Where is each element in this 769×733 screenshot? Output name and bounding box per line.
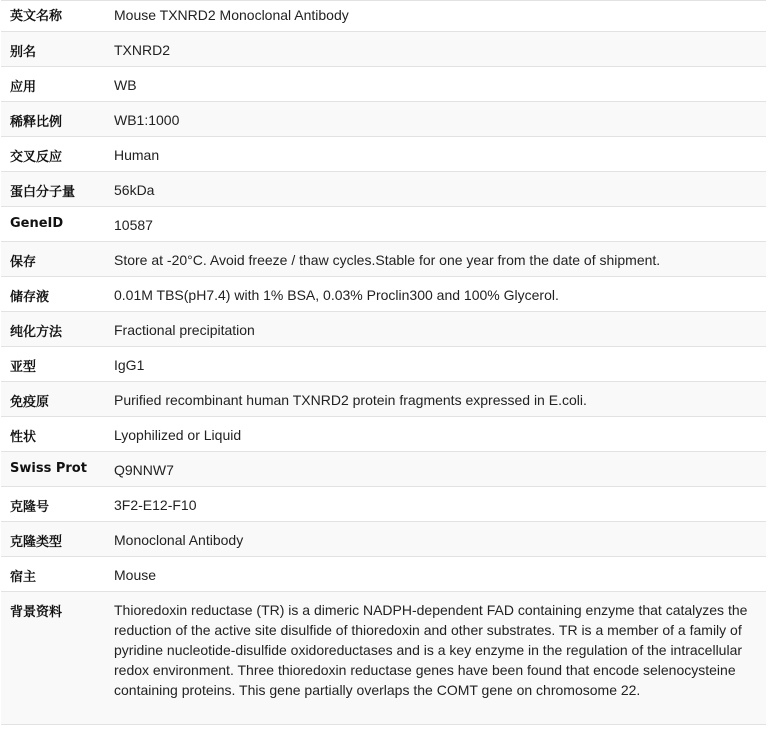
- row-label: 克隆号: [10, 500, 50, 515]
- row-gene-id: [1, 207, 766, 242]
- row-label: 宿主: [10, 570, 37, 585]
- row-host: [1, 557, 766, 592]
- row-background: [1, 592, 766, 725]
- row-label: 应用: [10, 80, 37, 95]
- row-label: 英文名称: [10, 9, 63, 24]
- spec-table: [1, 0, 766, 725]
- row-label: 蛋白分子量: [10, 185, 76, 200]
- row-value: 0.01M TBS(pH7.4) with 1% BSA, 0.03% Proclin300 and 100% Glycerol.: [114, 287, 559, 303]
- row-label: 交叉反应: [10, 150, 63, 165]
- row-purification: [1, 312, 766, 347]
- row-value: 3F2-E12-F10: [114, 497, 197, 513]
- row-storage: [1, 242, 766, 277]
- row-value: Thioredoxin reductase (TR) is a dimeric NADPH-dependent FAD containing enzyme that catalyzes the reduction of the active site disulfide of thioredoxin and other substrates. TR is a member of a family of pyridine nucleotide-disulfide oxidoreductases and is a key enzyme in the regulation of the intracellular redox environment. Three thioredoxin reductase genes have been found that encode selenocysteine containing proteins. This gene partially overlaps the COMT gene on chromosome 22.: [114, 602, 748, 698]
- row-value: WB: [114, 77, 137, 93]
- row-value: IgG1: [114, 357, 145, 373]
- row-buffer: [1, 277, 766, 312]
- row-immunogen: [1, 382, 766, 417]
- row-molecular-weight: [1, 172, 766, 207]
- row-label: 背景资料: [10, 605, 63, 620]
- row-value: Mouse: [114, 567, 157, 583]
- row-value: Fractional precipitation: [114, 322, 255, 338]
- row-label: Swiss Prot: [10, 461, 87, 476]
- row-application: [1, 67, 766, 102]
- row-alias: [1, 32, 766, 67]
- row-value: TXNRD2: [114, 42, 171, 58]
- row-label: 保存: [10, 255, 37, 270]
- row-value: Q9NNW7: [114, 462, 174, 478]
- row-cross-reactivity: [1, 137, 766, 172]
- row-value: WB1:1000: [114, 112, 180, 128]
- row-form: [1, 417, 766, 452]
- row-value: Monoclonal Antibody: [114, 532, 244, 548]
- row-value: Mouse TXNRD2 Monoclonal Antibody: [114, 7, 349, 23]
- row-label: 亚型: [10, 360, 37, 375]
- row-value: Lyophilized or Liquid: [114, 427, 242, 443]
- row-value: Human: [114, 147, 160, 163]
- row-label: 储存液: [10, 290, 50, 305]
- row-value: Store at -20°C. Avoid freeze / thaw cycles.Stable for one year from the date of shipment.: [114, 252, 661, 268]
- row-isotype: [1, 347, 766, 382]
- row-label: 性状: [10, 430, 37, 445]
- row-value: Purified recombinant human TXNRD2 protein fragments expressed in E.coli.: [114, 392, 587, 408]
- row-label: 克隆类型: [10, 535, 63, 550]
- row-clonality: [1, 522, 766, 557]
- row-swiss-prot: [1, 452, 766, 487]
- row-value: 10587: [114, 217, 153, 233]
- row-clone-number: [1, 487, 766, 522]
- row-label: 纯化方法: [10, 325, 63, 340]
- row-label: GeneID: [10, 216, 64, 231]
- row-label: 稀释比例: [10, 115, 63, 130]
- row-value: 56kDa: [114, 182, 155, 198]
- row-dilution: [1, 102, 766, 137]
- row-english-name: [1, 1, 766, 32]
- row-label: 别名: [10, 45, 37, 60]
- row-label: 免疫原: [10, 395, 50, 410]
